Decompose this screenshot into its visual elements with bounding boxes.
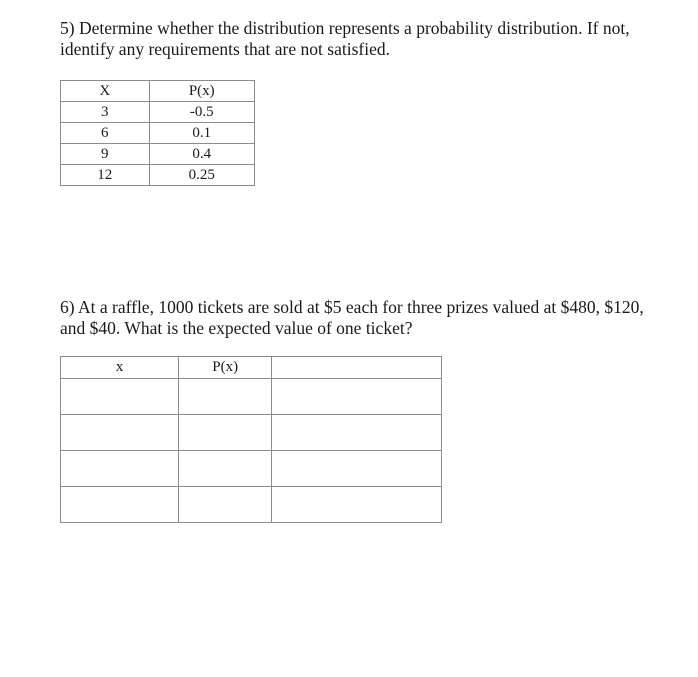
distribution-table xyxy=(60,80,255,186)
blank-cell xyxy=(271,379,441,415)
table-row xyxy=(61,102,255,123)
blank-cell xyxy=(61,415,179,451)
cell-px: 0.1 xyxy=(149,123,254,144)
blank-cell xyxy=(179,451,272,487)
blank-cell xyxy=(61,451,179,487)
expected-value-table xyxy=(60,356,442,523)
table-row xyxy=(61,165,255,186)
header-blank xyxy=(271,357,441,379)
question-6-text: 6) At a raffle, 1000 tickets are sold at $5 each for three prizes valued at $480, $120, and $40. What is the expected value of one ticket? xyxy=(60,297,644,338)
table-row xyxy=(61,123,255,144)
blank-cell xyxy=(61,379,179,415)
question-5-text: 5) Determine whether the distribution represents a probability distribution. If not, identify any requirements that are not satisfied. xyxy=(60,18,630,59)
cell-px: 0.25 xyxy=(149,165,254,186)
header-x: X xyxy=(61,81,150,102)
header-px: P(x) xyxy=(149,81,254,102)
table-header-row xyxy=(61,81,255,102)
table-row xyxy=(61,144,255,165)
blank-cell xyxy=(179,379,272,415)
blank-cell xyxy=(61,487,179,523)
blank-cell xyxy=(179,415,272,451)
blank-cell xyxy=(271,415,441,451)
table-row xyxy=(61,415,442,451)
table-row xyxy=(61,487,442,523)
blank-cell xyxy=(179,487,272,523)
cell-x: 6 xyxy=(61,123,150,144)
cell-x: 3 xyxy=(61,102,150,123)
blank-cell xyxy=(271,451,441,487)
table-row xyxy=(61,379,442,415)
cell-px: 0.4 xyxy=(149,144,254,165)
table-row xyxy=(61,451,442,487)
blank-cell xyxy=(271,487,441,523)
cell-x: 9 xyxy=(61,144,150,165)
cell-px: -0.5 xyxy=(149,102,254,123)
header-x: x xyxy=(61,357,179,379)
header-px: P(x) xyxy=(179,357,272,379)
table-header-row xyxy=(61,357,442,379)
cell-x: 12 xyxy=(61,165,150,186)
